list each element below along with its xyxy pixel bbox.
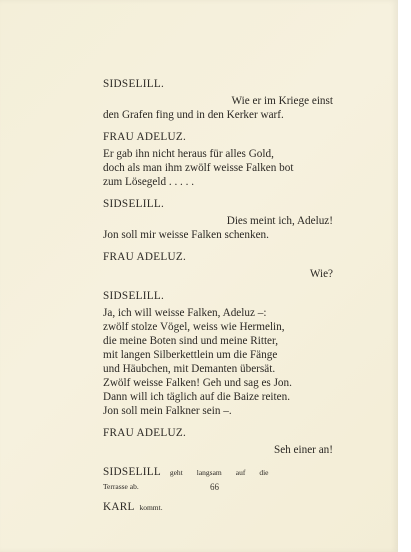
verse-line: Wie? xyxy=(309,268,333,280)
verse-line: die meine Boten sind und meine Ritter, xyxy=(103,335,279,347)
speaker-name: SIDSELILL. xyxy=(103,198,165,210)
verse-line: und Häubchen, mit Demanten übersät. xyxy=(103,363,276,375)
stage-direction xyxy=(170,468,283,477)
speaker-name: SIDSELILL. xyxy=(103,290,165,302)
stage-direction-enter xyxy=(103,500,333,515)
speaker-name: SIDSELILL. xyxy=(103,78,165,90)
verse-line: Ja, ich will weisse Falken, Adeluz –: xyxy=(103,307,267,319)
verse-line: Seh einer an! xyxy=(273,444,333,456)
stage-word: langsam xyxy=(196,468,222,477)
verse-line: zwölf stolze Vögel, weiss wie Hermelin, xyxy=(103,321,285,333)
verse-line: Jon soll mir weisse Falken schenken. xyxy=(103,229,269,241)
verse-line: Dann will ich täglich auf die Baize reiten. xyxy=(103,391,291,403)
verse-line: Er gab ihn nicht heraus für alles Gold, xyxy=(103,148,274,160)
verse-line: mit langen Silberkettlein um die Fänge xyxy=(103,349,278,361)
verse-line: Zwölf weisse Falken! Geh und sag es Jon. xyxy=(103,377,292,389)
speaker-name: KARL xyxy=(103,501,135,513)
speaker-name: FRAU ADELUZ. xyxy=(103,427,187,439)
verse-line: zum Lösegeld . . . . . xyxy=(103,176,195,188)
verse-line: Wie er im Kriege einst xyxy=(231,95,333,107)
page-number: 66 xyxy=(210,482,219,492)
verse-line: den Grafen fing und in den Kerker warf. xyxy=(103,109,284,121)
stage-direction-exit xyxy=(103,465,333,480)
play-text xyxy=(103,77,333,515)
verse-line: Jon soll mein Falkner sein –. xyxy=(103,405,232,417)
speaker-name: SIDSELILL xyxy=(103,466,162,478)
verse-line: doch als man ihm zwölf weisse Falken bot xyxy=(103,162,294,174)
speaker-name: FRAU ADELUZ. xyxy=(103,131,187,143)
stage-direction: kommt. xyxy=(139,503,163,512)
stage-direction-continuation: Terrasse ab. xyxy=(103,482,139,491)
stage-word: die xyxy=(259,468,269,477)
verse-line: Dies meint ich, Adeluz! xyxy=(226,215,333,227)
stage-word: auf xyxy=(235,468,246,477)
stage-word: geht xyxy=(169,468,183,477)
speaker-name: FRAU ADELUZ. xyxy=(103,251,187,263)
